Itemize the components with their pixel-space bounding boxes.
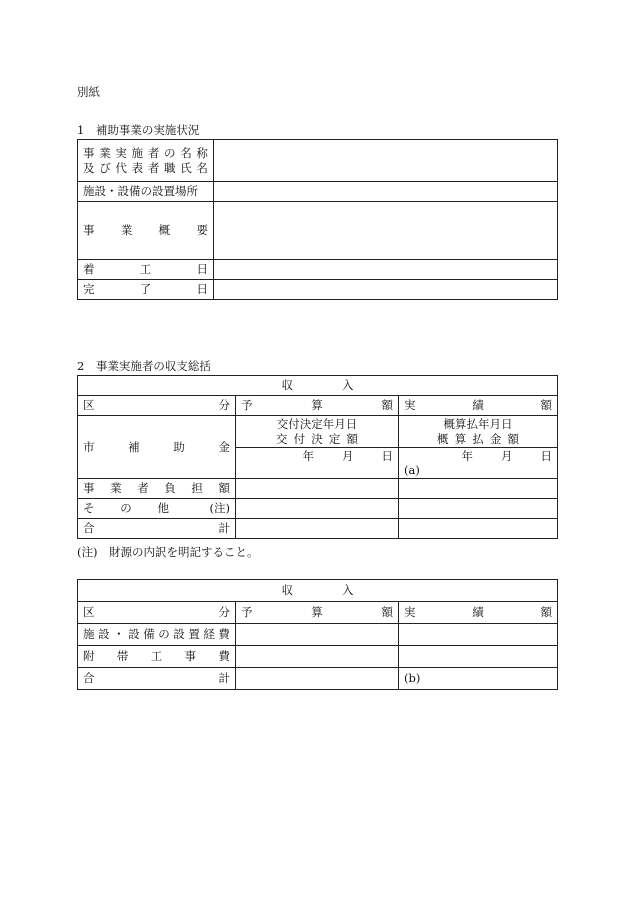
total-label: 合 計 bbox=[83, 671, 230, 686]
label-line: 事 業 実 施 者 の 名 称 bbox=[83, 145, 208, 160]
table-row bbox=[78, 280, 558, 300]
attached-yosan-cell[interactable] bbox=[236, 646, 399, 668]
table-row bbox=[78, 498, 558, 518]
kubun-label: 区 分 bbox=[83, 398, 230, 413]
attachment-label: 別紙 bbox=[77, 85, 100, 99]
implementation-status-table bbox=[77, 139, 558, 300]
yosan-label: 予 算 額 bbox=[241, 605, 393, 620]
total-label: 合 計 bbox=[83, 521, 230, 536]
location-label: 施設・設備の設置場所 bbox=[83, 184, 198, 199]
expenditure-header-cell bbox=[78, 580, 558, 602]
yosan-label: 予 算 額 bbox=[241, 398, 393, 413]
day-label: 日 bbox=[381, 449, 393, 463]
location-value-cell[interactable] bbox=[214, 182, 558, 202]
label-line: 及 び 代 表 者 職 氏 名 bbox=[83, 160, 208, 175]
col-jisseki bbox=[399, 396, 558, 416]
facility-jisseki-cell[interactable] bbox=[399, 624, 558, 646]
grant-decision-amount-label: 交 付 決 定 額 bbox=[276, 431, 358, 446]
col-kubun bbox=[78, 396, 236, 416]
year-label: 年 bbox=[461, 449, 474, 463]
row-label-city-subsidy bbox=[78, 416, 236, 479]
table-row bbox=[78, 478, 558, 498]
table-row bbox=[78, 668, 558, 690]
table-row bbox=[78, 416, 558, 448]
month-label: 月 bbox=[342, 449, 354, 463]
expenditure-table bbox=[77, 579, 558, 690]
advance-date-cell[interactable] bbox=[399, 448, 558, 479]
table-row bbox=[78, 376, 558, 396]
other-label: そ の 他 (注) bbox=[83, 501, 230, 516]
other-jisseki-cell[interactable] bbox=[399, 498, 558, 518]
table-row bbox=[78, 602, 558, 624]
total-jisseki-cell[interactable] bbox=[399, 518, 558, 538]
col-jisseki bbox=[399, 602, 558, 624]
attached-jisseki-cell[interactable] bbox=[399, 646, 558, 668]
mark-a: (a) bbox=[404, 463, 420, 478]
row-label-end-date bbox=[78, 280, 214, 300]
city-yosan-cell bbox=[236, 416, 399, 448]
income-summary-table bbox=[77, 375, 558, 539]
income-header-cell bbox=[78, 376, 558, 396]
table-row bbox=[78, 396, 558, 416]
table-row bbox=[78, 140, 558, 182]
facility-yosan-cell[interactable] bbox=[236, 624, 399, 646]
table-row bbox=[78, 518, 558, 538]
table-row bbox=[78, 202, 558, 260]
row-label-total bbox=[78, 518, 236, 538]
table-row bbox=[78, 646, 558, 668]
end-date-label: 完 了 日 bbox=[83, 282, 208, 297]
row-label-start-date bbox=[78, 260, 214, 280]
row-label-facility-cost bbox=[78, 624, 236, 646]
end-date-value-cell[interactable] bbox=[214, 280, 558, 300]
date-fields bbox=[404, 449, 552, 463]
note-mark: (注) bbox=[209, 501, 230, 516]
burden-yosan-cell[interactable] bbox=[236, 478, 399, 498]
total-yosan-cell[interactable] bbox=[236, 668, 399, 690]
table-row bbox=[78, 624, 558, 646]
kubun-label: 区 分 bbox=[83, 605, 230, 620]
city-jisseki-cell bbox=[399, 416, 558, 448]
date-fields bbox=[241, 449, 393, 463]
table-row bbox=[78, 260, 558, 280]
table-row bbox=[78, 182, 558, 202]
implementer-value-cell[interactable] bbox=[214, 140, 558, 182]
row-label-attached-work bbox=[78, 646, 236, 668]
section2-heading: 2 事業実施者の収支総括 bbox=[77, 359, 211, 373]
expenditure-header: 収 入 bbox=[281, 583, 354, 598]
month-label: 月 bbox=[501, 449, 513, 463]
overview-label: 事 業 概 要 bbox=[83, 223, 208, 238]
overview-value-cell[interactable] bbox=[214, 202, 558, 260]
start-date-label: 着 工 日 bbox=[83, 262, 208, 277]
section1-heading: 1 補助事業の実施状況 bbox=[77, 123, 200, 137]
row-label-other bbox=[78, 498, 236, 518]
col-yosan bbox=[236, 396, 399, 416]
mark-b: (b) bbox=[404, 671, 421, 686]
advance-payment-date-label: 概算払年月日 bbox=[443, 416, 513, 431]
facility-cost-label: 施 設 ・ 設 備 の 設 置 経 費 bbox=[83, 627, 230, 642]
income-header: 収 入 bbox=[281, 378, 354, 393]
total-jisseki-cell[interactable] bbox=[399, 668, 558, 690]
financing-note: (注) 財源の内訳を明記すること。 bbox=[77, 545, 259, 559]
row-label-implementer bbox=[78, 140, 214, 182]
row-label-location bbox=[78, 182, 214, 202]
city-subsidy-label: 市 補 助 金 bbox=[83, 439, 230, 454]
burden-jisseki-cell[interactable] bbox=[399, 478, 558, 498]
col-kubun bbox=[78, 602, 236, 624]
total-yosan-cell[interactable] bbox=[236, 518, 399, 538]
col-yosan bbox=[236, 602, 399, 624]
grant-date-cell[interactable] bbox=[236, 448, 399, 479]
attached-work-label: 附 帯 工 事 費 bbox=[83, 649, 230, 664]
year-label: 年 bbox=[302, 449, 314, 463]
advance-payment-amount-label: 概 算 払 金 額 bbox=[437, 431, 520, 446]
other-yosan-cell[interactable] bbox=[236, 498, 399, 518]
day-label: 日 bbox=[540, 449, 553, 463]
table-row bbox=[78, 580, 558, 602]
start-date-value-cell[interactable] bbox=[214, 260, 558, 280]
grant-decision-date-label: 交付決定年月日 bbox=[276, 416, 358, 431]
row-label-burden bbox=[78, 478, 236, 498]
row-label-total bbox=[78, 668, 236, 690]
row-label-overview bbox=[78, 202, 214, 260]
jisseki-label: 実 績 額 bbox=[404, 605, 553, 620]
burden-label: 事 業 者 負 担 額 bbox=[83, 481, 230, 496]
jisseki-label: 実 績 額 bbox=[404, 398, 553, 413]
